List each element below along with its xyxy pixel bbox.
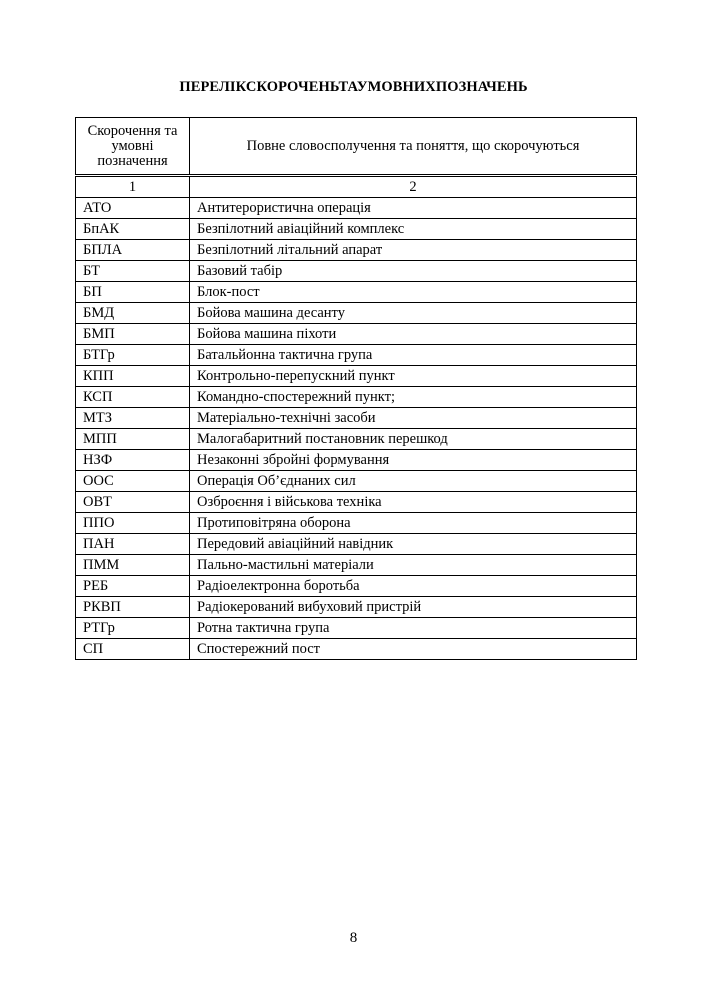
full-term-cell: Антитерористична операція [190,198,637,219]
table-row [76,639,637,660]
full-term-cell: Контрольно-перепускний пункт [190,366,637,387]
table-row [76,261,637,282]
table-row [76,303,637,324]
abbreviation-cell: БТГр [76,345,190,366]
full-term-cell: Пально-мастильні матеріали [190,555,637,576]
table-row [76,282,637,303]
column-number-1: 1 [76,176,190,198]
table-row [76,618,637,639]
full-term-cell: Радіокерований вибуховий пристрій [190,597,637,618]
abbreviation-cell: БПЛА [76,240,190,261]
table-row [76,597,637,618]
table-row [76,345,637,366]
full-term-cell: Базовий табір [190,261,637,282]
full-term-cell: Батальйонна тактична група [190,345,637,366]
abbreviation-cell: БМП [76,324,190,345]
full-term-cell: Командно-спостережний пункт; [190,387,637,408]
table-row [76,198,637,219]
full-term-cell: Бойова машина піхоти [190,324,637,345]
abbreviation-cell: БП [76,282,190,303]
abbreviation-cell: ОВТ [76,492,190,513]
column-number-row [76,176,637,198]
table-row [76,240,637,261]
abbreviation-cell: ППО [76,513,190,534]
abbreviation-cell: ООС [76,471,190,492]
abbreviation-cell: НЗФ [76,450,190,471]
table-row [76,492,637,513]
page-title: ПЕРЕЛІКСКОРОЧЕНЬТАУМОВНИХПОЗНАЧЕНЬ [179,79,528,95]
full-term-cell: Блок-пост [190,282,637,303]
full-term-cell: Ротна тактична група [190,618,637,639]
abbreviation-cell: РЕБ [76,576,190,597]
full-term-cell: Радіоелектронна боротьба [190,576,637,597]
full-term-cell: Незаконні збройні формування [190,450,637,471]
table-row [76,471,637,492]
full-term-cell: Операція Об’єднаних сил [190,471,637,492]
table-row [76,408,637,429]
table-row [76,513,637,534]
full-term-cell: Озброєння і військова техніка [190,492,637,513]
column-number-2: 2 [190,176,637,198]
table-row [76,387,637,408]
table-row [76,219,637,240]
abbreviation-cell: АТО [76,198,190,219]
abbreviation-cell: КСП [76,387,190,408]
page-number: 8 [349,930,358,946]
abbreviation-cell: ПАН [76,534,190,555]
table-row [76,534,637,555]
full-term-cell: Матеріально-технічні засоби [190,408,637,429]
header-full-term: Повне словосполучення та поняття, що скорочуються [190,118,637,176]
full-term-cell: Передовий авіаційний навідник [190,534,637,555]
table-row [76,429,637,450]
abbreviation-cell: КПП [76,366,190,387]
full-term-cell: Малогабаритний постановник перешкод [190,429,637,450]
abbreviation-cell: БТ [76,261,190,282]
table-row [76,450,637,471]
abbreviation-cell: РТГр [76,618,190,639]
abbreviation-cell: МТЗ [76,408,190,429]
abbreviation-cell: МПП [76,429,190,450]
header-abbreviation: Скорочення та умовні позначення [76,118,190,176]
full-term-cell: Безпілотний літальний апарат [190,240,637,261]
table-row [76,555,637,576]
table-row [76,576,637,597]
abbreviation-cell: СП [76,639,190,660]
full-term-cell: Протиповітряна оборона [190,513,637,534]
abbreviations-table [75,117,637,660]
table-header-row [76,118,637,176]
abbreviation-cell: ПММ [76,555,190,576]
full-term-cell: Бойова машина десанту [190,303,637,324]
abbreviation-cell: БМД [76,303,190,324]
abbreviation-cell: РКВП [76,597,190,618]
table-row [76,324,637,345]
abbreviation-cell: БпАК [76,219,190,240]
table-row [76,366,637,387]
full-term-cell: Безпілотний авіаційний комплекс [190,219,637,240]
full-term-cell: Спостережний пост [190,639,637,660]
